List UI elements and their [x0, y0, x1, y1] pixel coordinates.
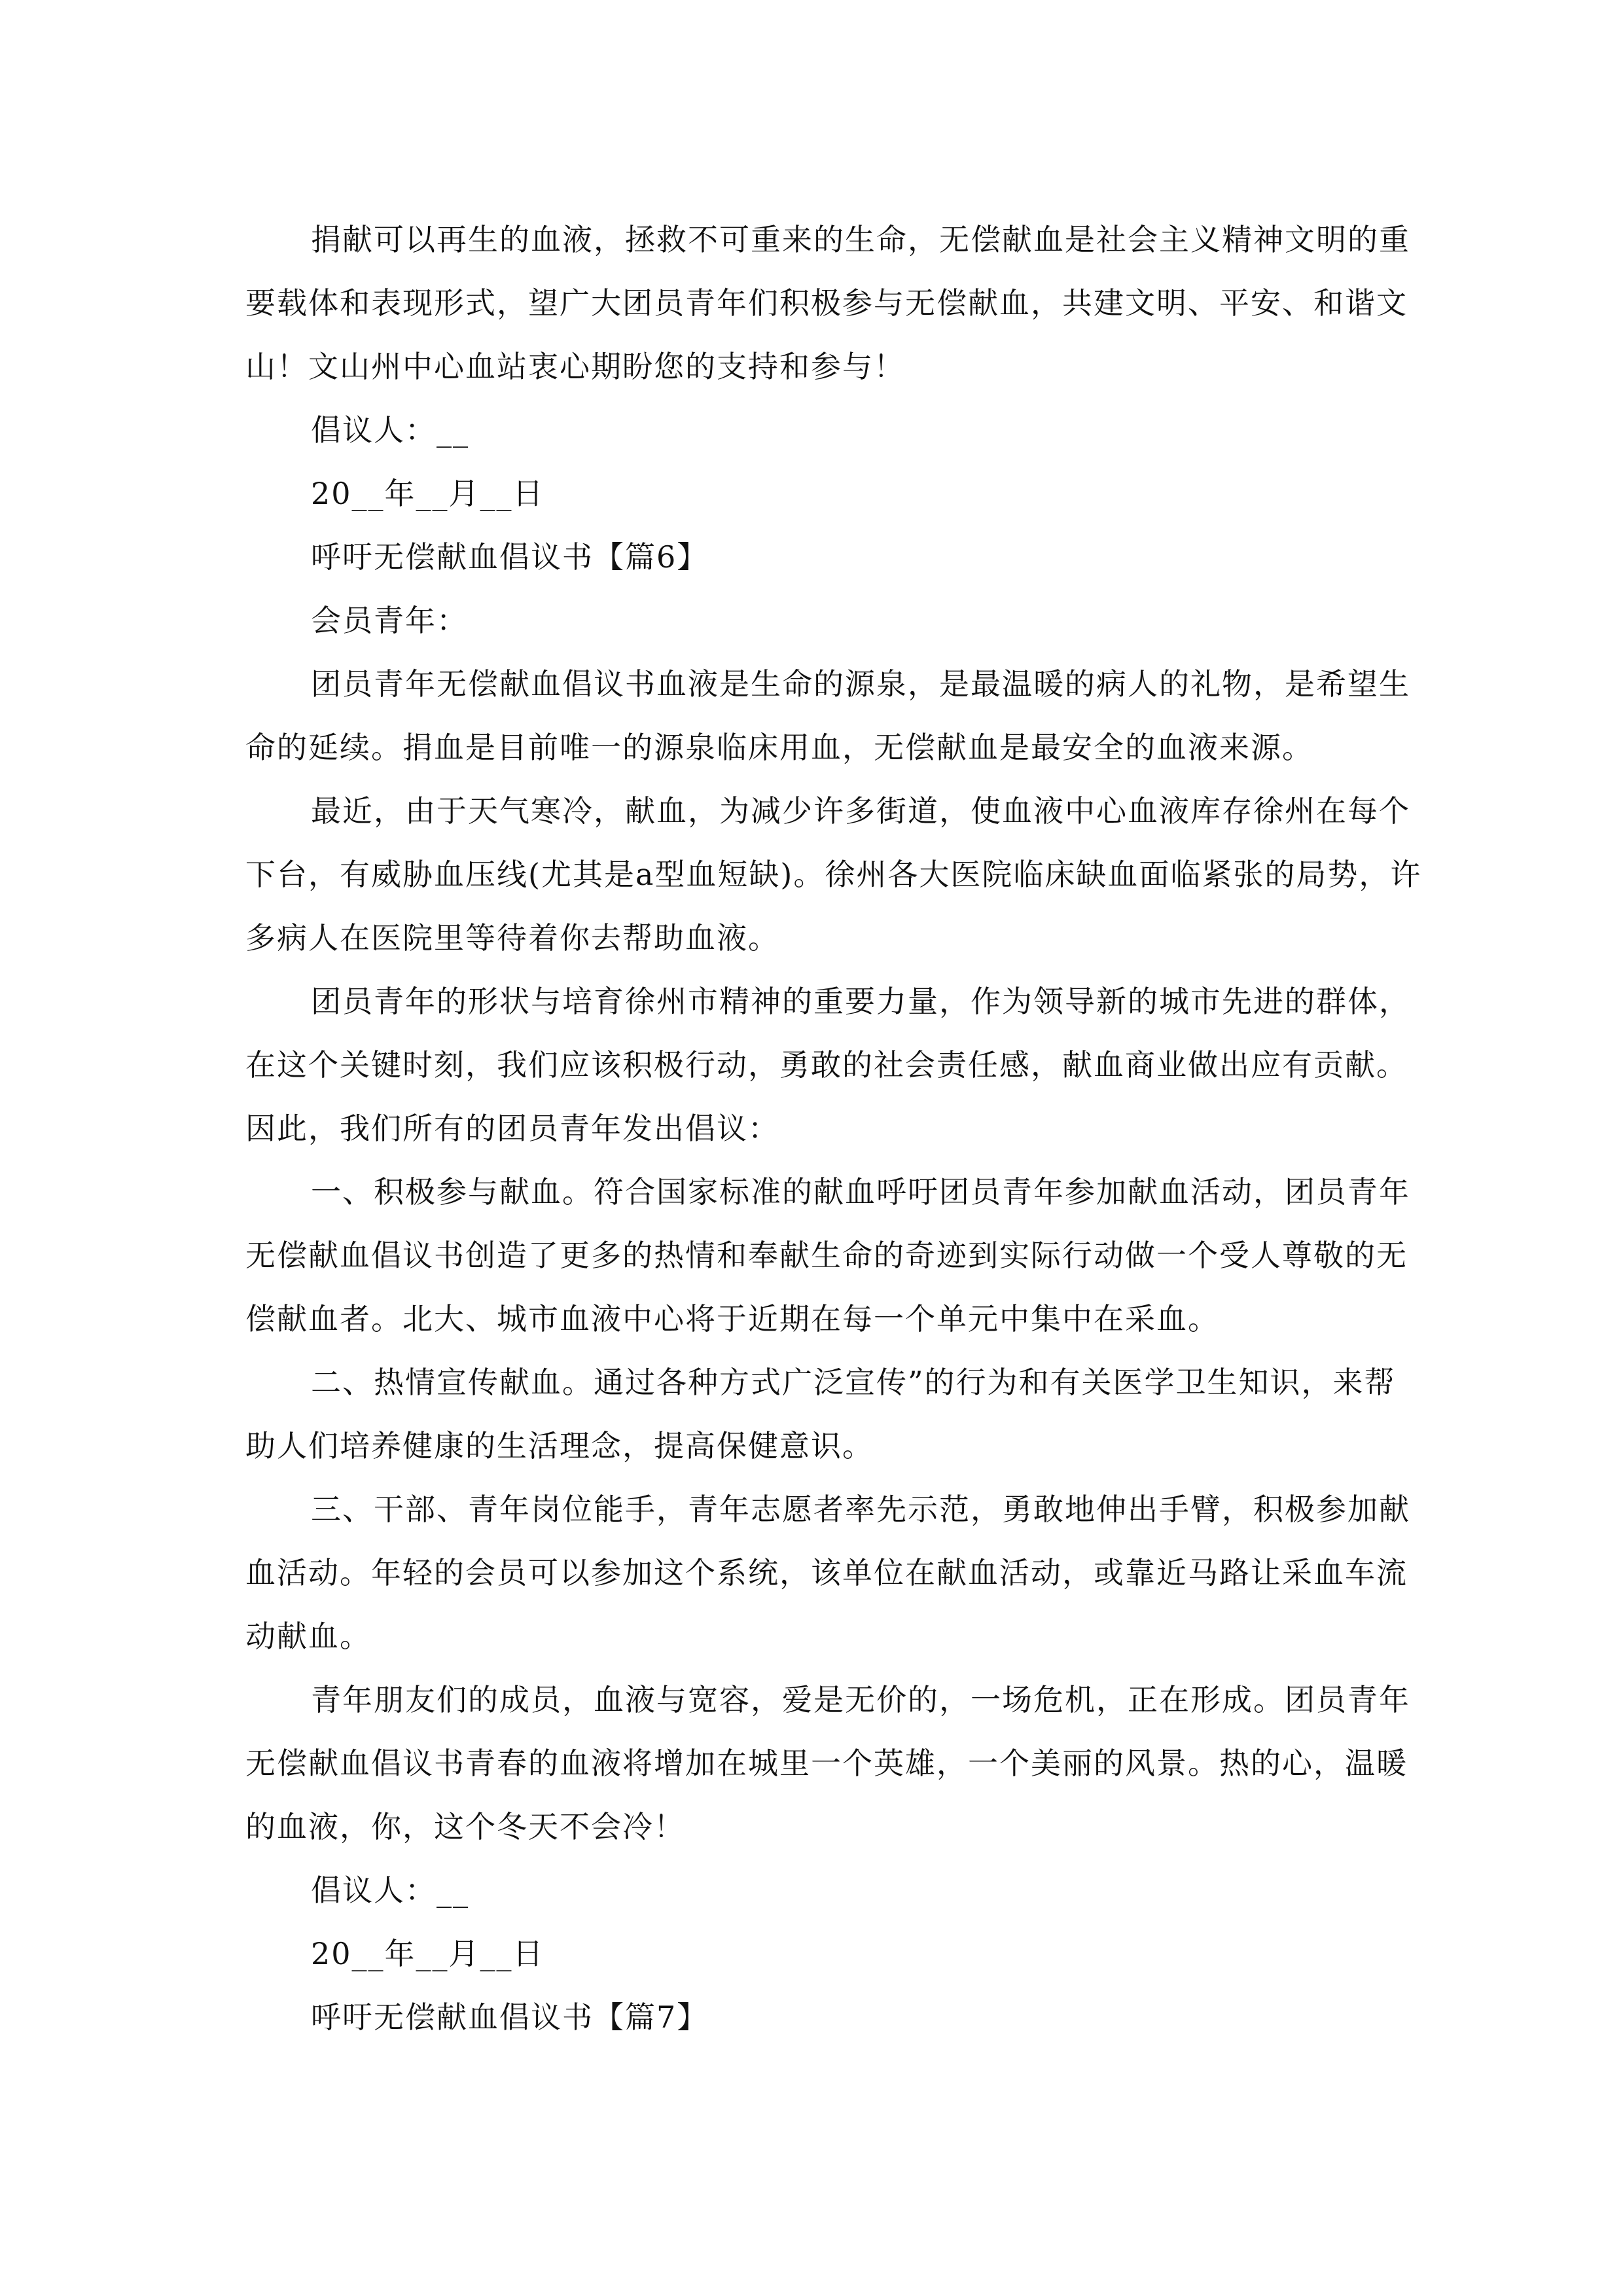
paragraph-blood-source: 团员青年无偿献血倡议书血液是生命的源泉，是最温暖的病人的礼物，是希望生命的延续。捐血是目前唯一的源泉临床用血，无偿献血是最安全的血液来源。 — [245, 666, 1410, 765]
section-title-6: 呼吁无偿献血倡议书【篇6】 — [311, 539, 709, 575]
date-line: 20__年__月__日 — [311, 476, 544, 511]
paragraph-point-one: 一、积极参与献血。符合国家标准的献血呼吁团员青年参加献血活动，团员青年无偿献血倡议书创造了更多的热情和奉献生命的奇迹到实际行动做一个受人尊敬的无偿献血者。北大、城市血液中心将于近期在每一个单元中集中在采血。 — [245, 1174, 1410, 1336]
paragraph-shortage: 最近，由于天气寒冷，献血，为减少许多街道，使血液中心血液库存徐州在每个下台，有威胁血压线(尤其是a型血短缺)。徐州各大医院临床缺血面临紧张的局势，许多病人在医院里等待着你去帮助血液。 — [245, 793, 1422, 956]
paragraph-closing: 青年朋友们的成员，血液与宽容，爱是无价的，一场危机，正在形成。团员青年无偿献血倡议书青春的血液将增加在城里一个英雄，一个美丽的风景。热的心，温暖的血液，你，这个冬天不会冷！ — [245, 1682, 1410, 1844]
date-line-2: 20__年__月__日 — [311, 1936, 544, 1971]
signer-line: 倡议人：__ — [311, 412, 469, 448]
document-body — [245, 208, 1423, 2049]
paragraph-point-three: 三、干部、青年岗位能手，青年志愿者率先示范，勇敢地伸出手臂，积极参加献血活动。年轻的会员可以参加这个系统，该单位在献血活动，或靠近马路让采血车流动献血。 — [245, 1492, 1410, 1654]
signer-line-2: 倡议人：__ — [311, 1873, 469, 1908]
salutation: 会员青年： — [311, 603, 468, 638]
paragraph-youth-role: 团员青年的形状与培育徐州市精神的重要力量，作为领导新的城市先进的群体，在这个关键时刻，我们应该积极行动，勇敢的社会责任感，献血商业做出应有贡献。因此，我们所有的团员青年发出倡议： — [245, 984, 1410, 1146]
section-title-7: 呼吁无偿献血倡议书【篇7】 — [311, 2000, 709, 2035]
paragraph-donation-appeal: 捐献可以再生的血液，拯救不可重来的生命，无偿献血是社会主义精神文明的重要载体和表现形式，望广大团员青年们积极参与无偿献血，共建文明、平安、和谐文山！文山州中心血站衷心期盼您的支持和参与！ — [245, 222, 1410, 384]
paragraph-point-two: 二、热情宣传献血。通过各种方式广泛宣传”的行为和有关医学卫生知识，来帮助人们培养健康的生活理念，提高保健意识。 — [245, 1365, 1396, 1463]
